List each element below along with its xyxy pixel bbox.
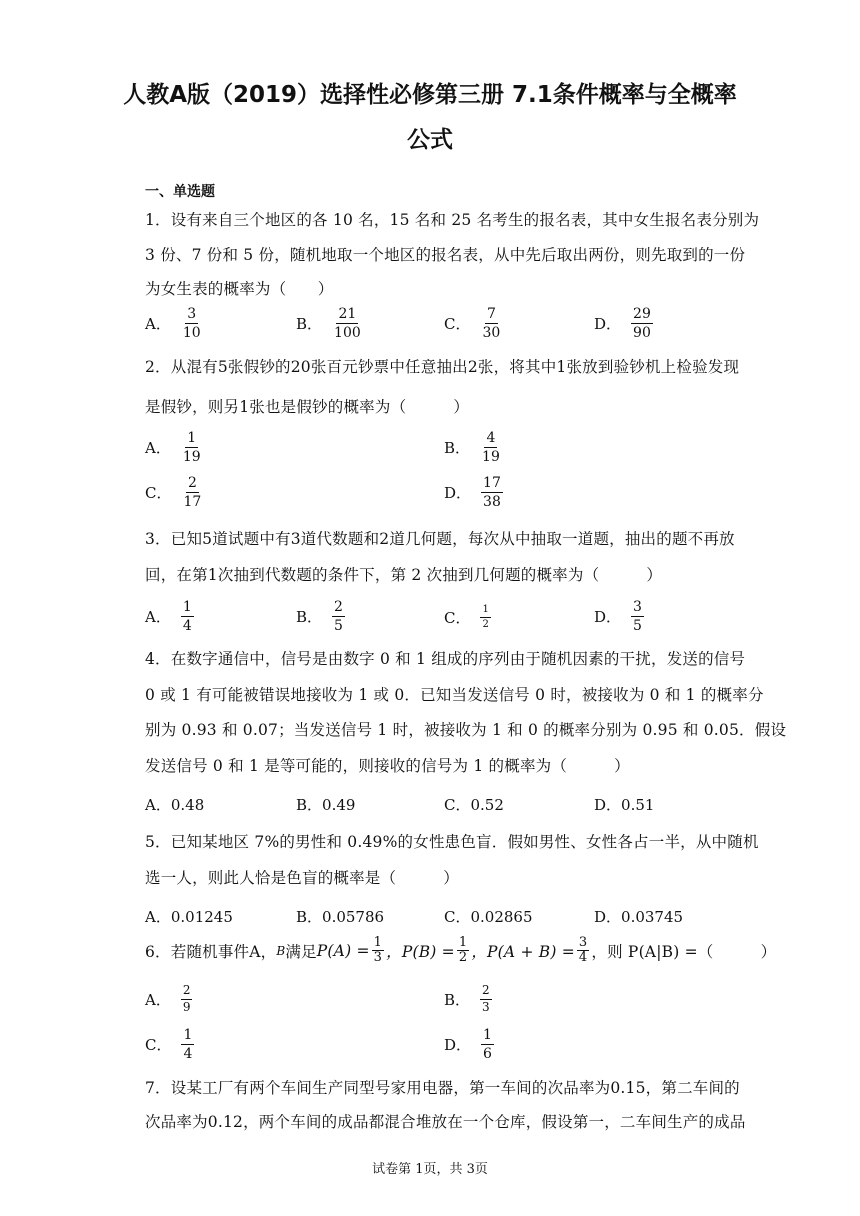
q5-option-d: D．0.03745	[594, 908, 684, 926]
q6-option-a: A． $\frac{2}{9}$	[145, 983, 191, 1014]
q6-option-b: B． $\frac{2}{3}$	[444, 983, 490, 1014]
q2-option-b: B． $\frac{4}{19}$	[444, 430, 500, 466]
q3-option-c: C． $\frac{1}{2}$	[444, 604, 489, 630]
section-heading: 一、单选题	[145, 184, 215, 200]
q4-line2: 0 或 1 有可能被错误地接收为 1 或 0．已知当发送信号 0 时，被接收为 0 和 1 的概率分	[145, 686, 764, 704]
q3-option-a: A． $\frac{1}{4}$	[145, 599, 192, 635]
q2-line1: 2．从混有5张假钞的20张百元钞票中任意抽出2张，将其中1张放到验钞机上检验发现	[145, 358, 740, 376]
q3-line2: 回，在第1次抽到代数题的条件下，第 2 次抽到几何题的概率为（ ）	[145, 566, 663, 584]
q4-option-b: B．0.49	[296, 796, 356, 814]
q4-option-a: A．0.48	[145, 796, 205, 814]
q6-option-c: C． $\frac{1}{4}$	[145, 1027, 193, 1063]
q4-line1: 4．在数字通信中，信号是由数字 0 和 1 组成的序列由于随机因素的干扰，发送的信号	[145, 650, 746, 668]
q1-option-c: C． $\frac{7}{30}$	[444, 306, 501, 342]
q7-line2: 次品率为0.12，两个车间的成品都混合堆放在一个仓库，假设第一，二车间生产的成品	[145, 1113, 746, 1131]
q3-option-d: D． $\frac{3}{5}$	[594, 599, 642, 635]
q1-option-d: D． $\frac{29}{90}$	[594, 306, 651, 342]
q1-line1: 1．设有来自三个地区的各 10 名，15 名和 25 名考生的报名表，其中女生报名表分别为	[145, 211, 760, 229]
q1-option-b: B． $\frac{21}{100}$	[296, 306, 361, 342]
document-title-line1: 人教A版（2019）选择性必修第三册 7.1条件概率与全概率	[123, 82, 737, 108]
q4-line3: 别为 0.93 和 0.07；当发送信号 1 时，被接收为 1 和 0 的概率分别为 0.95 和 0.05．假设	[145, 721, 787, 739]
q2-option-a: A． $\frac{1}{19}$	[145, 430, 201, 466]
q5-line1: 5．已知某地区 7%的男性和 0.49%的女性患色盲．假如男性、女性各占一半，从中随机	[145, 833, 759, 851]
q3-line1: 3．已知5道试题中有3道代数题和2道几何题，每次从中抽取一道题，抽出的题不再放	[145, 530, 735, 548]
q4-option-c: C．0.52	[444, 796, 504, 814]
q2-option-d: D． $\frac{17}{38}$	[444, 475, 501, 511]
q6-option-d: D． $\frac{1}{6}$	[444, 1027, 492, 1063]
q7-line1: 7．设某工厂有两个车间生产同型号家用电器，第一车间的次品率为0.15，第二车间的	[145, 1079, 740, 1097]
q5-line2: 选一人，则此人恰是色盲的概率是（ ）	[145, 869, 460, 887]
q1-line2: 3 份、7 份和 5 份，随机地取一个地区的报名表，从中先后取出两份，则先取到的一份	[145, 246, 746, 264]
q1-line3: 为女生表的概率为（ ）	[145, 280, 334, 298]
q6-stem: 6．若随机事件A， B 满足 P(A) = $\frac{1}{3}$ ，P(B) = $\frac{1}{2}$ ，P(A + B) = $\frac{3}{4}$ ，则 P(A|B) =（ ）	[145, 935, 777, 966]
q5-option-a: A．0.01245	[145, 908, 233, 926]
q1-option-a: A． $\frac{3}{10}$	[145, 306, 201, 342]
page-footer: 试卷第 1页，共 3页	[372, 1162, 488, 1177]
q5-option-c: C．0.02865	[444, 908, 533, 926]
q4-line4: 发送信号 0 和 1 是等可能的，则接收的信号为 1 的概率为（ ）	[145, 757, 630, 775]
q2-option-c: C． $\frac{2}{17}$	[145, 475, 202, 511]
q4-option-d: D．0.51	[594, 796, 655, 814]
q5-option-b: B．0.05786	[296, 908, 385, 926]
document-title-line2: 公式	[407, 127, 453, 153]
q3-option-b: B． $\frac{2}{5}$	[296, 599, 343, 635]
q2-line2: 是假钞，则另1张也是假钞的概率为（ ）	[145, 398, 470, 416]
